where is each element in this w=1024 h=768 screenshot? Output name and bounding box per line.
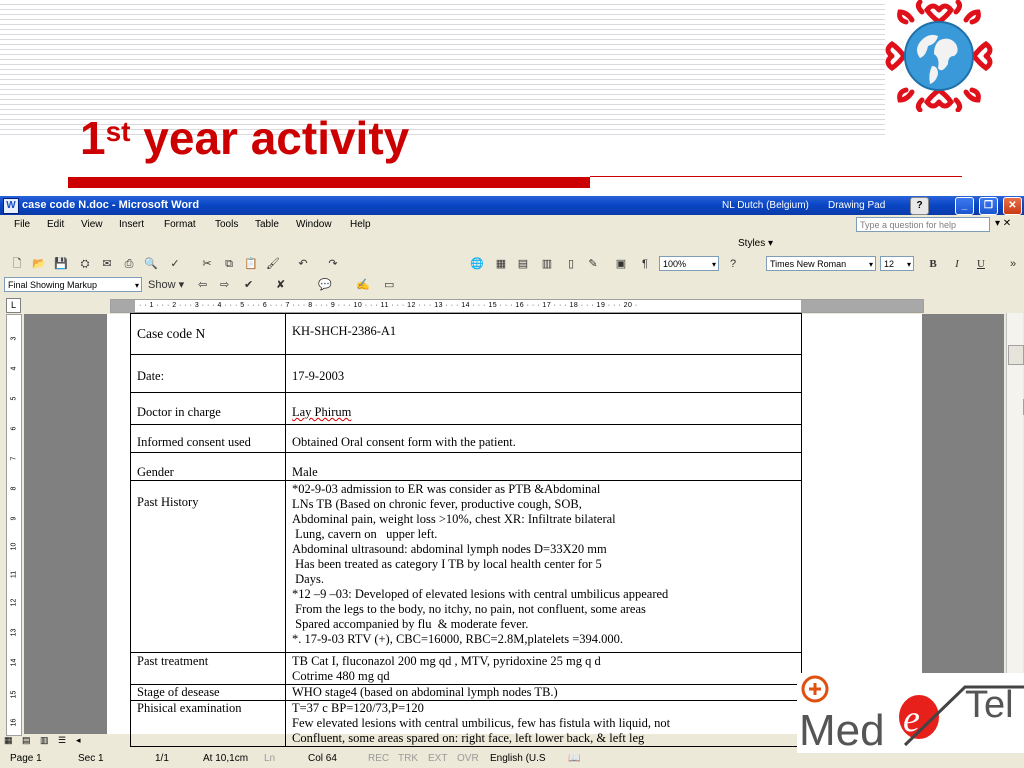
show-menu-button[interactable]: Show ▾ (148, 279, 185, 291)
date-value[interactable]: 17-9-2003 (286, 355, 802, 393)
styles-dropdown[interactable]: Styles ▾ (738, 238, 774, 249)
past-history-label: Past History (131, 481, 286, 653)
case-table (130, 313, 802, 747)
table-row (131, 425, 802, 453)
underline-button[interactable]: U (977, 258, 985, 270)
toolbar-options-icon[interactable]: » (1009, 258, 1017, 270)
drawing-icon[interactable]: ✎ (588, 258, 598, 270)
title-underline-thin (590, 176, 962, 177)
accept-change-icon[interactable]: ✔ (244, 279, 254, 291)
markup-mode-select[interactable]: Final Showing Markup ▾ (4, 277, 142, 292)
help-assistant-icon[interactable]: ? (729, 258, 737, 270)
zoom-select[interactable]: 100% ▾ (659, 256, 719, 271)
scrollbar-thumb[interactable] (1008, 345, 1024, 365)
new-document-icon[interactable]: 🗋 (12, 258, 22, 270)
hyperlink-icon[interactable]: 🌐 (470, 258, 484, 270)
table-row (131, 314, 802, 355)
horizontal-ruler[interactable]: · · 1 · · · 2 · · · 3 · · · 4 · · · 5 · · · 6 · · · 7 · · · 8 · · · 9 · · · 10 · · · 11 · · · 12 · · · 13 · · · 14 · · · 15 · · · 16 · · · 17 · · · 18 · · · 19 · · · 20 · (110, 299, 924, 313)
medetel-logo (797, 673, 1024, 753)
date-label: Date: (131, 355, 286, 393)
scroll-left-arrow[interactable]: ◂ (76, 735, 81, 745)
logo-e-text: e (903, 698, 920, 740)
format-painter-icon[interactable]: 🖌 (266, 258, 280, 270)
horizontal-ruler-row (0, 297, 1024, 313)
save-icon[interactable]: 💾 (54, 258, 68, 270)
doctor-label: Doctor in charge (131, 393, 286, 425)
insert-table-icon[interactable]: ▤ (517, 258, 529, 270)
past-history-value[interactable]: *02-9-03 admission to ER was consider as PTB &Abdominal LNs TB (Based on chronic fever, productive cough, SOB, Abdominal pain, weight loss >10%, chest XR: Infiltrate bilateral Lung, cavern on upper left. Abdominal ultrasound: abdominal lymph nodes D=33X20 mm Has been treated as category I TB by local health center for 5 Days. *12 –9 –03: Developed of elevated lesions with central umbilicus appeared From the legs to the body, no itchy, no pain, not confluent, some areas Spared accompanied by flu & moderate fever. *. 17-9-03 RTV (+), CBC=16000, RBC=2.8M,platelets =394.000. (286, 481, 802, 653)
reject-change-icon[interactable]: ✘ (276, 279, 286, 291)
table-row (131, 481, 802, 653)
print-layout-icon[interactable]: ▥ (40, 735, 49, 745)
menu-help[interactable]: Help (350, 219, 371, 230)
insert-excel-icon[interactable]: ▥ (541, 258, 553, 270)
window-titlebar[interactable] (0, 196, 1024, 215)
help-icon[interactable]: ? (910, 197, 929, 215)
exam-label: Phisical examination (131, 701, 286, 747)
globe-ribbon-logo (882, 0, 997, 112)
status-ext[interactable]: EXT (428, 753, 448, 764)
exam-value[interactable]: T=37 c BP=120/73,P=120 Few elevated lesions with central umbilicus, few has fistula with liquid, not Confluent, some areas spared on: right face, left lower back, & left leg (286, 701, 802, 747)
permission-icon[interactable]: ⛭ (80, 258, 90, 270)
status-column: Col 64 (308, 753, 337, 764)
insert-comment-icon[interactable]: 💬 (318, 279, 332, 291)
show-hide-pilcrow-icon[interactable]: ¶ (642, 258, 648, 270)
status-pages: 1/1 (155, 753, 169, 764)
close-button[interactable]: ✕ (1003, 197, 1022, 215)
doctor-value[interactable]: Lay Phirum (286, 393, 802, 425)
table-row (131, 685, 802, 701)
copy-icon[interactable]: ⧉ (225, 258, 233, 270)
status-line: Ln (264, 753, 276, 764)
next-change-icon[interactable]: ⇨ (220, 279, 230, 291)
tab-selector[interactable]: L (6, 298, 21, 313)
status-section: Sec 1 (78, 753, 104, 764)
styles-bar (0, 235, 1024, 253)
cut-icon[interactable]: ✂ (202, 258, 212, 270)
web-view-icon[interactable]: ▤ (22, 735, 31, 745)
bold-button[interactable]: B (929, 258, 937, 270)
spelling-status-icon: 📖 (568, 753, 581, 764)
menu-format[interactable]: Format (164, 219, 196, 230)
slide-title: 1st year activity (80, 112, 410, 164)
table-row (131, 355, 802, 393)
vertical-ruler[interactable]: 3 4 5 6 7 8 9 10 11 12 13 14 15 16 (6, 314, 22, 736)
italic-button[interactable]: I (955, 258, 959, 270)
undo-icon[interactable]: ↶ (298, 258, 308, 270)
font-name-select[interactable]: Times New Roman ▾ (766, 256, 876, 271)
doc-map-icon[interactable]: ▣ (615, 258, 627, 270)
track-changes-icon[interactable]: ✍ (356, 279, 370, 291)
status-trk[interactable]: TRK (398, 753, 418, 764)
redo-icon[interactable]: ↷ (328, 258, 338, 270)
normal-view-icon[interactable]: ▦ (4, 735, 13, 745)
drawing-pad-indicator[interactable]: Drawing Pad (828, 200, 886, 211)
restore-button[interactable]: ❐ (979, 197, 998, 215)
minimize-button[interactable]: _ (955, 197, 974, 215)
menu-file[interactable]: File (14, 219, 31, 230)
tables-borders-icon[interactable]: ▦ (495, 258, 507, 270)
status-rec[interactable]: REC (368, 753, 390, 764)
past-treatment-label: Past treatment (131, 653, 286, 685)
spelling-icon[interactable]: ✓ (170, 258, 180, 270)
status-ovr[interactable]: OVR (457, 753, 479, 764)
case-code-value[interactable]: KH-SHCH-2386-A1 (286, 314, 802, 355)
status-language: English (U.S (490, 753, 546, 764)
status-at: At 10,1cm (203, 753, 249, 764)
reviewing-toolbar (0, 275, 1024, 295)
columns-icon[interactable]: ▯ (567, 258, 575, 270)
email-icon[interactable]: ✉ (102, 258, 112, 270)
outline-view-icon[interactable]: ☰ (58, 735, 67, 745)
table-row (131, 453, 802, 481)
table-row (131, 393, 802, 425)
table-row (131, 701, 802, 747)
gender-value[interactable]: Male (286, 453, 802, 481)
previous-change-icon[interactable]: ⇦ (198, 279, 208, 291)
open-icon[interactable]: 📂 (32, 258, 46, 270)
menu-tools[interactable]: Tools (215, 219, 239, 230)
font-size-select[interactable]: 12 ▾ (880, 256, 914, 271)
stage-value[interactable]: WHO stage4 (based on abdominal lymph nodes TB.) (286, 685, 802, 701)
logo-med-text: Med (799, 706, 885, 753)
menu-view[interactable]: View (81, 219, 103, 230)
menu-table[interactable]: Table (255, 219, 279, 230)
window-title: case code N.doc - Microsoft Word (22, 199, 200, 211)
word-doc-icon: W (3, 198, 19, 214)
consent-value[interactable]: Obtained Oral consent form with the patient. (286, 425, 802, 453)
menu-edit[interactable]: Edit (47, 219, 65, 230)
logo-tel-text: Tel (965, 684, 1014, 726)
gender-label: Gender (131, 453, 286, 481)
medetel-logo-graphic (797, 673, 1024, 753)
consent-label: Informed consent used (131, 425, 286, 453)
status-page: Page 1 (10, 753, 42, 764)
title-underline-bar (68, 177, 590, 188)
menu-window[interactable]: Window (296, 219, 332, 230)
standard-toolbar (0, 254, 1024, 274)
print-preview-icon[interactable]: 🔍 (144, 258, 158, 270)
table-row (131, 653, 802, 685)
stage-label: Stage of desease (131, 685, 286, 701)
print-icon[interactable]: ⎙ (124, 258, 134, 270)
language-indicator[interactable]: NL Dutch (Belgium) (722, 200, 809, 211)
vertical-scrollbar[interactable] (1006, 313, 1023, 734)
menu-bar (0, 215, 1024, 235)
paste-icon[interactable]: 📋 (244, 258, 258, 270)
reviewing-pane-icon[interactable]: ▭ (384, 279, 395, 291)
past-treatment-value[interactable]: TB Cat I, fluconazol 200 mg qd , MTV, pyridoxine 25 mg q d Cotrime 480 mg qd (286, 653, 802, 685)
menu-insert[interactable]: Insert (119, 219, 145, 230)
ask-question-input[interactable]: Type a question for help (856, 217, 990, 232)
close-doc-icon[interactable]: ▾ ✕ (995, 218, 1012, 229)
case-code-label: Case code N (131, 314, 286, 355)
